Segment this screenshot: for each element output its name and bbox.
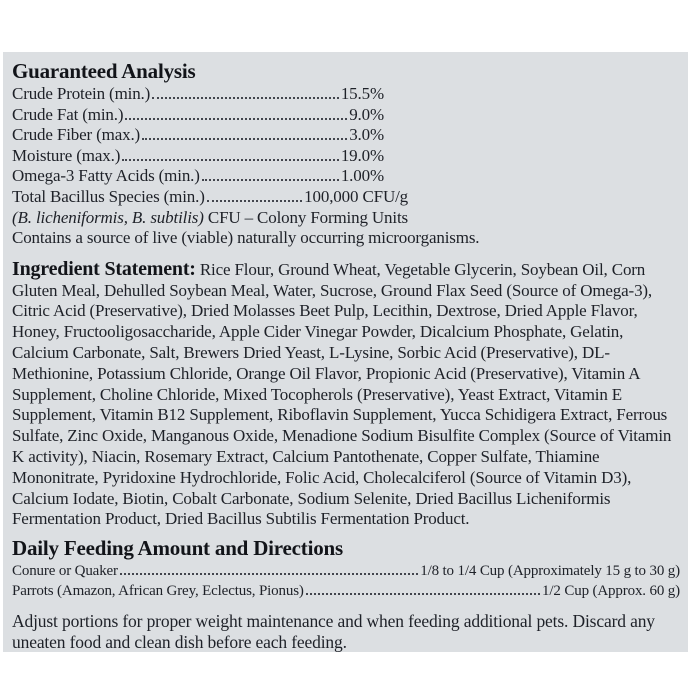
analysis-row-label: Moisture (max.) [12, 145, 121, 165]
dot-leader [207, 200, 302, 202]
feeding-row-label: Conure or Quaker [12, 563, 118, 580]
guaranteed-analysis-table [12, 84, 680, 208]
daily-feeding-title: Daily Feeding Amount and Directions [12, 536, 343, 561]
analysis-row-value: 19.0% [340, 145, 384, 165]
dot-leader [306, 593, 540, 595]
analysis-row-value: 1.00% [340, 166, 384, 186]
feeding-row-conure [12, 561, 680, 581]
dot-leader [202, 179, 339, 181]
analysis-row-value: 3.0% [349, 125, 384, 145]
guaranteed-analysis-title: Guaranteed Analysis [12, 59, 196, 83]
analysis-row-label: Total Bacillus Species (min.) [12, 186, 205, 206]
analysis-row-label: Crude Fat (min.) [12, 104, 124, 124]
analysis-row-bacillus [12, 187, 408, 208]
ingredient-statement-title: Ingredient Statement: [12, 257, 196, 280]
feeding-row-label: Parrots (Amazon, African Grey, Eclectus, Pionus) [12, 583, 304, 600]
feeding-row-value: 1/8 to 1/4 Cup (Approximately 15 g to 30 g) [420, 563, 680, 580]
analysis-row-crude-fat [12, 105, 384, 126]
analysis-row-value: 15.5% [340, 84, 384, 103]
analysis-row-value: 9.0% [349, 104, 384, 124]
dot-leader [125, 118, 347, 120]
cfu-definition: CFU – Colony Forming Units [203, 207, 409, 227]
feeding-row-parrots [12, 581, 680, 601]
ingredient-statement [12, 259, 680, 530]
analysis-row-crude-protein [12, 84, 384, 105]
analysis-row-label: Crude Protein (min.) [12, 84, 151, 103]
feeding-row-value: 1/2 Cup (Approx. 60 g) [542, 583, 680, 600]
dot-leader [152, 97, 339, 99]
feeding-directions-note: Adjust portions for proper weight maintenance and when feeding additional pets. Discard any uneaten food and clean dish before each feeding. [12, 610, 655, 652]
analysis-row-omega3 [12, 166, 384, 187]
daily-feeding-table [12, 561, 680, 601]
nutrition-label-panel [3, 52, 688, 652]
ingredient-list-text: Rice Flour, Ground Wheat, Vegetable Glycerin, Soybean Oil, Corn Gluten Meal, Dehulled Soybean Meal, Water, Sucrose, Ground Flax Seed (Source of Omega-3), Citric Acid (Preservative), Dried Molasses Beet Pulp, Lecithin, Dextrose, Dried Apple Flavor, Honey, Fructooligosaccharide, Apple Cider Vinegar Powder, Dicalcium Phosphate, Gelatin, Calcium Carbonate, Salt, Brewers Dried Yeast, L-Lysine, Sorbic Acid (Preservative), DL-Methionine, Potassium Chloride, Orange Oil Flavor, Propionic Acid (Preservative), Vitamin A Supplement, Choline Chloride, Mixed Tocopherols (Preservative), Yeast Extract, Vitamin E Supplement, Vitamin B12 Supplement, Riboflavin Supplement, Yucca Schidigera Extract, Ferrous Sulfate, Zinc Oxide, Manganous Oxide, Menadione Sodium Bisulfite Complex (Source of Vitamin K activity), Niacin, Rosemary Extract, Calcium Pantothenate, Copper Sulfate, Thiamine Mononitrate, Pyridoxine Hydrochloride, Folic Acid, Cholecalciferol (Source of Vitamin D3), Calcium Iodate, Biotin, Cobalt Carbonate, Sodium Selenite, Dried Bacillus Licheniformis Fermentation Product, Dried Bacillus Subtilis Fermentation Product. [12, 259, 672, 529]
analysis-row-label: Crude Fiber (max.) [12, 125, 141, 145]
analysis-row-label: Omega-3 Fatty Acids (min.) [12, 166, 200, 186]
analysis-row-value: 100,000 CFU/g [304, 186, 408, 206]
dot-leader [142, 138, 347, 140]
bacillus-species-italic: (B. licheniformis, B. subtilis) [12, 207, 204, 227]
dot-leader [120, 573, 418, 575]
analysis-row-crude-fiber [12, 125, 384, 146]
dot-leader [122, 159, 339, 161]
microorganisms-note: Contains a source of live (viable) naturally occurring microorganisms. [12, 228, 480, 248]
analysis-row-moisture [12, 146, 384, 167]
bacillus-footnote [12, 208, 680, 229]
